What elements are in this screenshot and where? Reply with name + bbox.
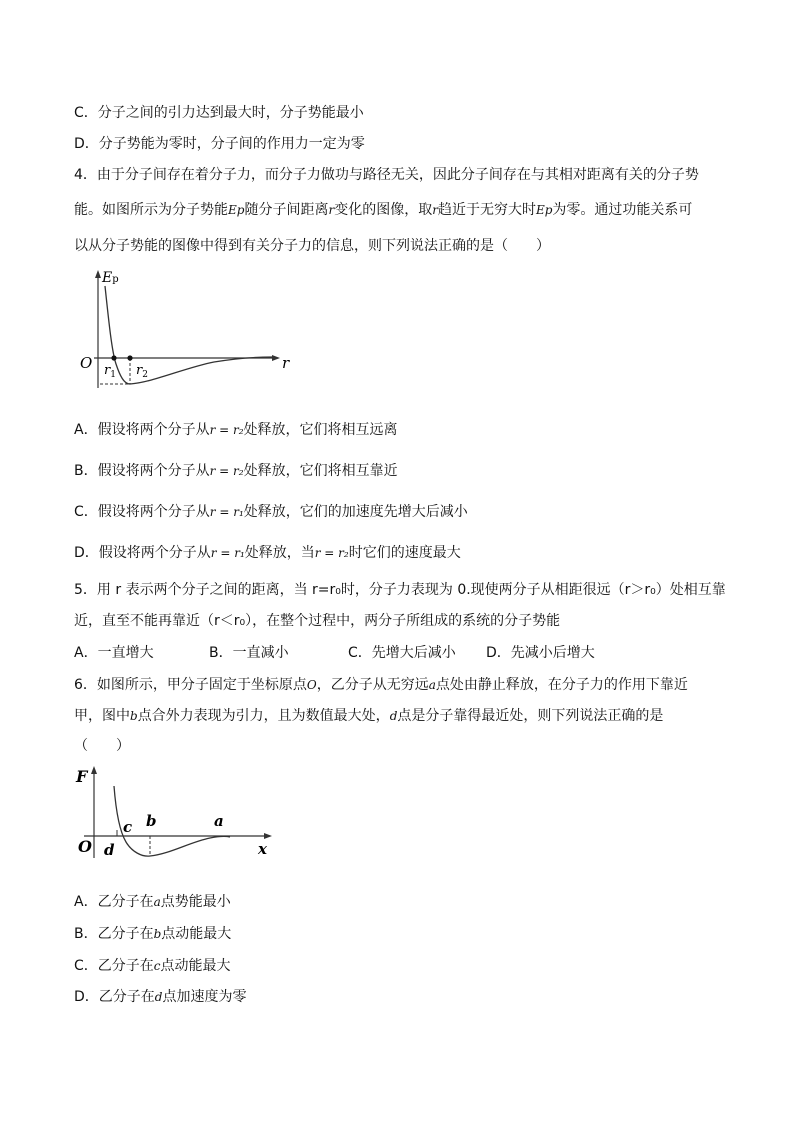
- q4-stem-line2: 能。如图所示为分子势能Ep随分子间距离r变化的图像，取r趋近于无穷大时Ep为零。通过功能关系可: [74, 202, 693, 218]
- point-a-label: a: [214, 812, 224, 830]
- q3-option-c: C．分子之间的引力达到最大时，分子势能最小: [74, 105, 364, 121]
- q5-option-a: A．一直增大: [74, 645, 154, 661]
- origin-label: O: [78, 837, 92, 856]
- x-axis-label: x: [258, 840, 267, 858]
- r-symbol: r: [432, 203, 438, 217]
- y-axis-arrow: [95, 270, 101, 278]
- q5-stem-line2: 近，直至不能再靠近（r＜r₀），在整个过程中，两分子所组成的系统的分子势能: [74, 613, 561, 629]
- point-c-label: c: [123, 818, 133, 836]
- y-axis-label: Ep: [102, 270, 119, 286]
- y-axis-label: F: [76, 767, 88, 786]
- q4-stem-line3: 以从分子势能的图像中得到有关分子力的信息，则下列说法正确的是（ ）: [74, 238, 550, 254]
- q4-stem-line1: 4．由于分子间存在着分子力，而分子力做功与路径无关，因此分子间存在与其相对距离有关的分子势: [74, 167, 699, 183]
- r2-point: [127, 355, 132, 360]
- q4-option-d: D．假设将两个分子从r = r₁处释放，当r = r₂时它们的速度最大: [74, 545, 461, 561]
- x-axis-label: r: [282, 354, 290, 372]
- r1-label: $r_1$: [104, 363, 116, 380]
- q5-option-d: D．先减小后增大: [486, 645, 595, 661]
- y-axis-arrow: [91, 766, 97, 774]
- q4-option-a: A．假设将两个分子从r = r₂处释放，它们将相互远离: [74, 422, 398, 438]
- q5-stem-line1: 5．用 r 表示两个分子之间的距离，当 r=r₀时，分子力表现为 0.现使两分子从相距很远（r＞r₀）处相互靠: [74, 582, 726, 598]
- r1-point: [111, 355, 116, 360]
- q4-option-c: C．假设将两个分子从r = r₁处释放，它们的加速度先增大后减小: [74, 504, 468, 520]
- molecular-force-graph: [70, 762, 280, 862]
- ep-symbol: Ep: [228, 203, 245, 217]
- q6-option-b: B．乙分子在b点动能最大: [74, 926, 232, 942]
- q6-stem-line2: 甲，图中b点合外力表现为引力，且为数值最大处，d点是分子靠得最近处，则下列说法正确的是: [74, 708, 664, 724]
- q5-option-c: C．先增大后减小: [348, 645, 456, 661]
- potential-energy-graph: [74, 264, 304, 394]
- q6-option-d: D．乙分子在d点加速度为零: [74, 989, 247, 1005]
- q4-option-b: B．假设将两个分子从r = r₂处释放，它们将相互靠近: [74, 463, 398, 479]
- q6-stem-line1: 6．如图所示，甲分子固定于坐标原点O，乙分子从无穷远a点处由静止释放，在分子力的作用下靠近: [74, 677, 688, 693]
- q6-option-a: A．乙分子在a点势能最小: [74, 894, 231, 910]
- x-axis-arrow: [272, 355, 280, 361]
- point-d-label: d: [104, 841, 115, 859]
- r2-label: $r_2$: [136, 363, 148, 380]
- point-b-label: b: [146, 812, 157, 830]
- origin-label: O: [80, 354, 93, 372]
- ep-symbol: Ep: [535, 203, 553, 217]
- q3-option-d: D．分子势能为零时，分子间的作用力一定为零: [74, 136, 365, 152]
- q6-stem-line3: （ ）: [74, 738, 130, 754]
- r-symbol: r: [328, 203, 335, 217]
- x-axis-arrow: [264, 833, 272, 839]
- q5-option-b: B．一直减小: [209, 645, 289, 661]
- q6-option-c: C．乙分子在c点动能最大: [74, 958, 231, 974]
